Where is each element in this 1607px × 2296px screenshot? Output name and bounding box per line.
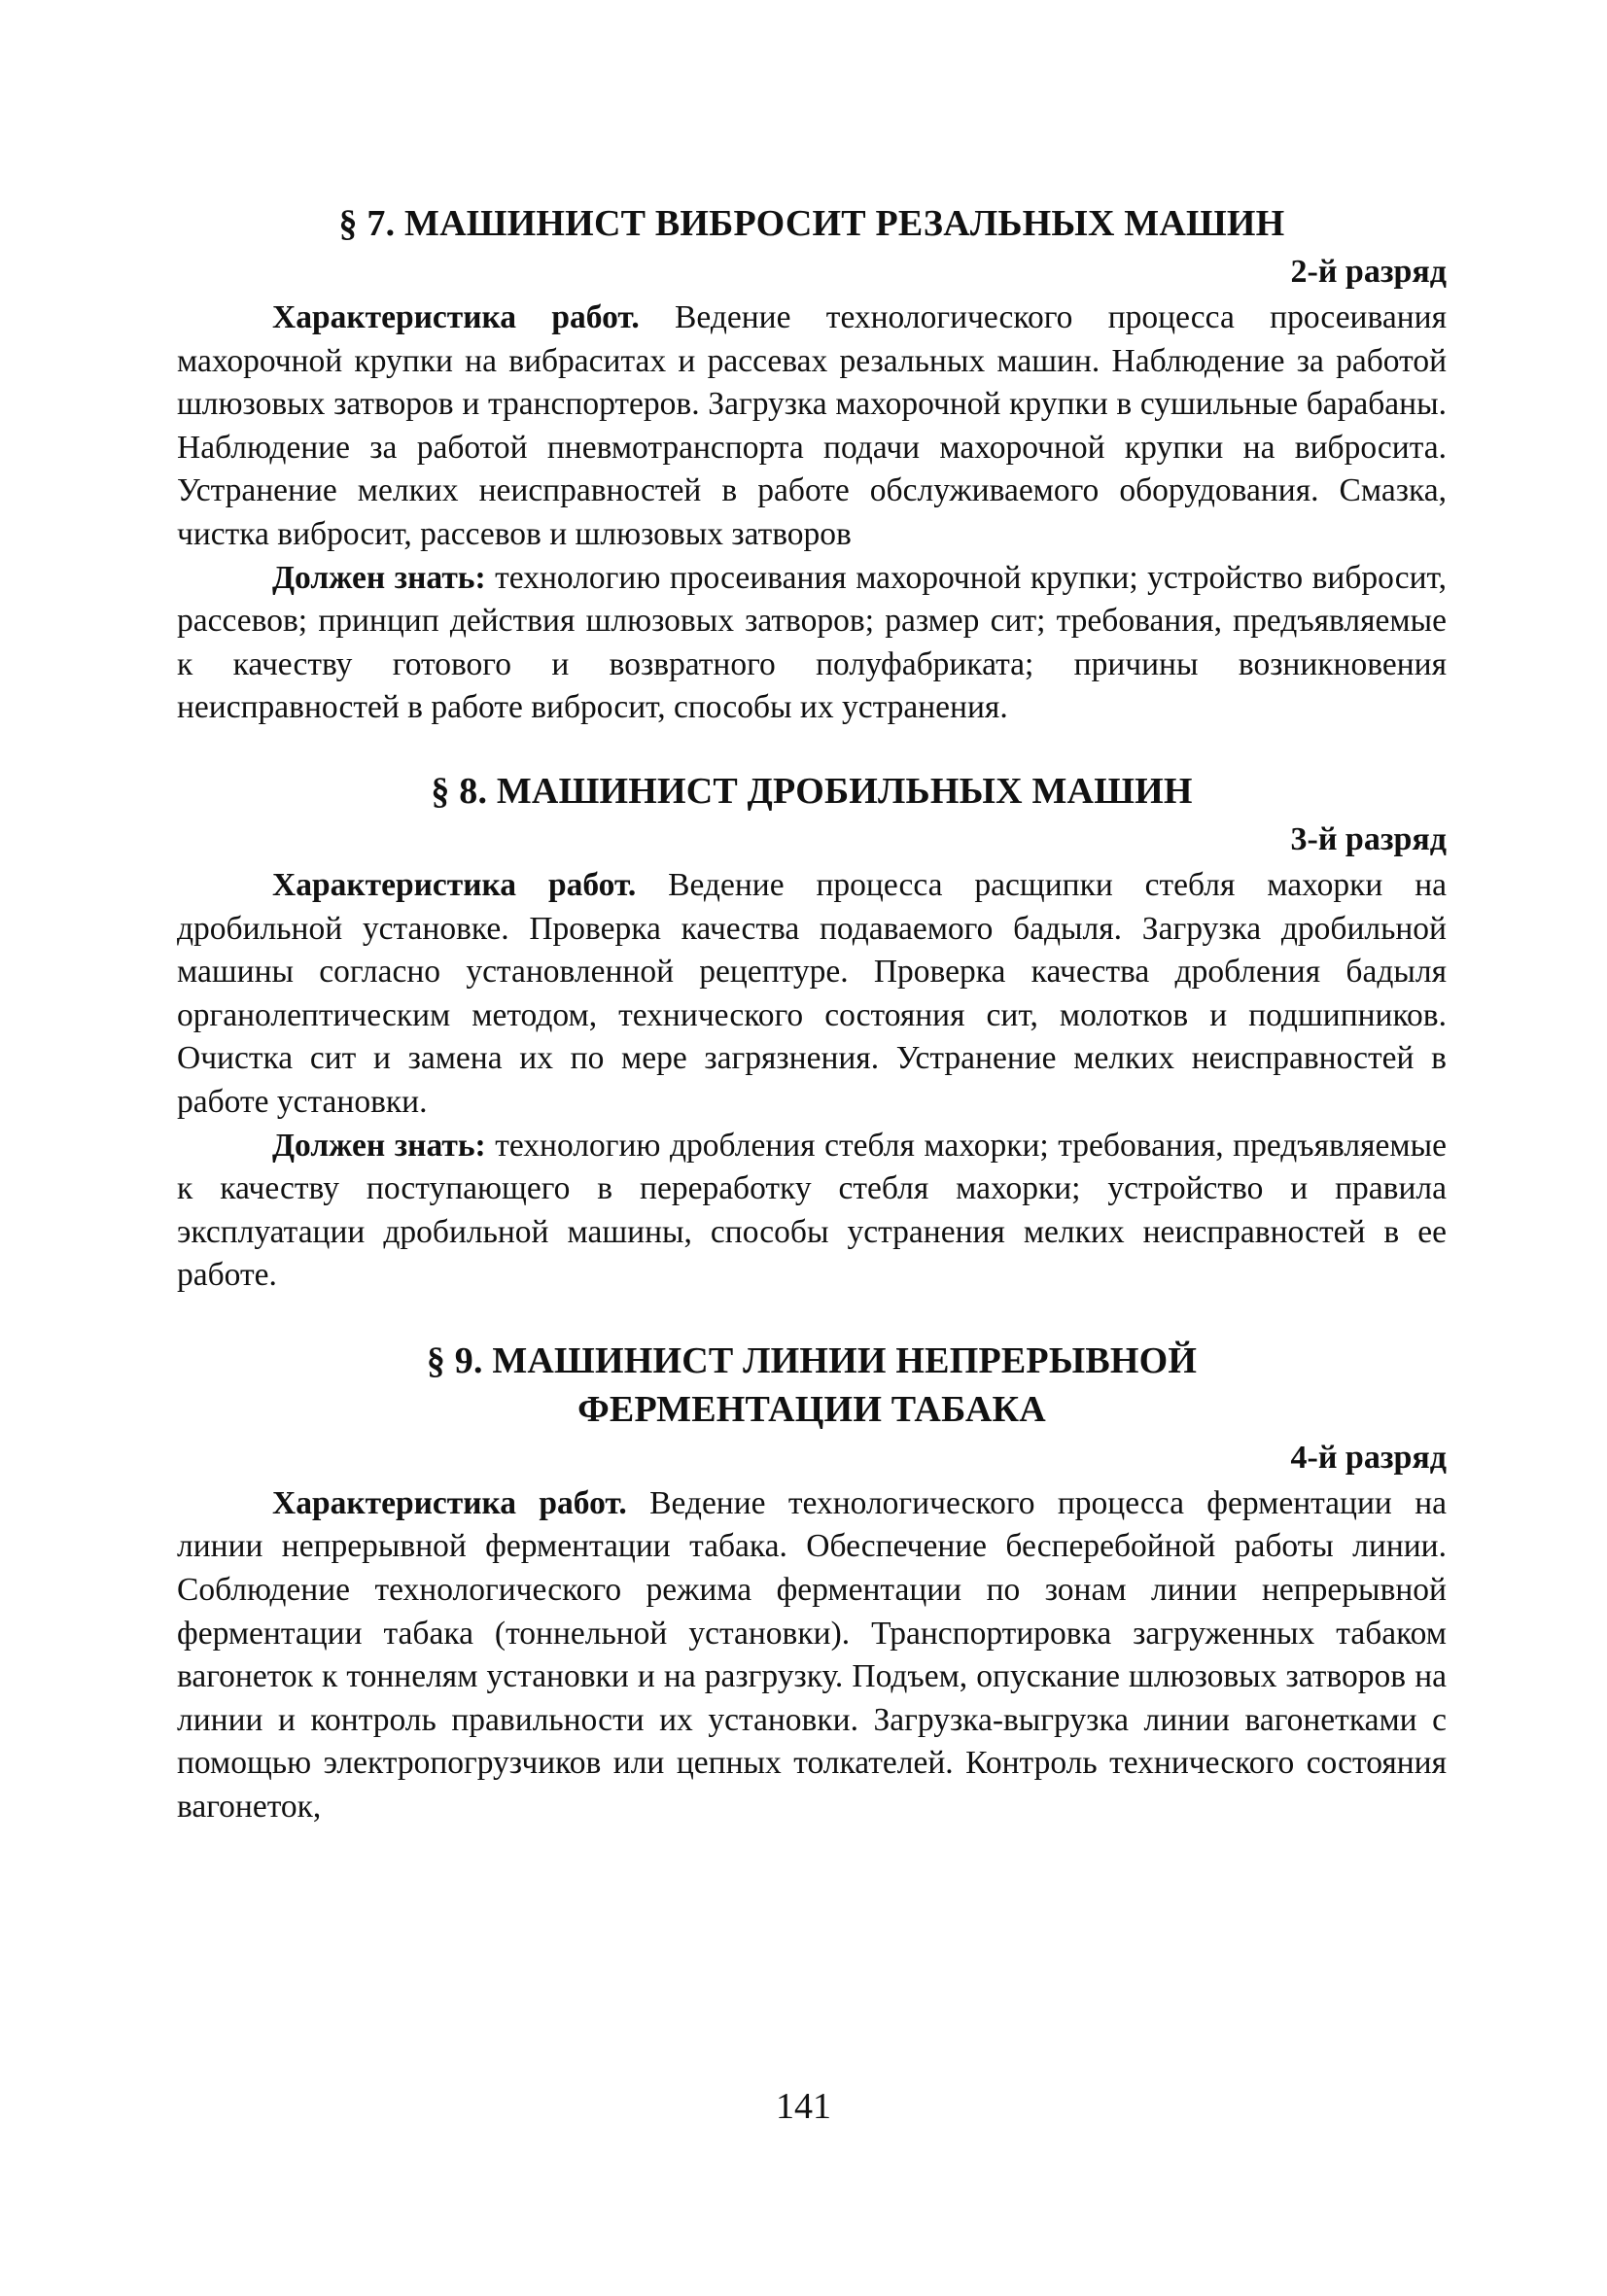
required-knowledge xyxy=(177,557,1447,730)
required-knowledge-label: Должен знать: xyxy=(272,559,486,596)
section-8 xyxy=(177,767,1447,1298)
work-characteristics-label: Характеристика работ. xyxy=(272,1484,627,1521)
grade-label: 3-й разряд xyxy=(1290,820,1447,857)
section-heading-line: § 8. МАШИНИСТ ДРОБИЛЬНЫХ МАШИН xyxy=(431,770,1193,812)
required-knowledge-text: технологию дробления стебля махорки; требования, предъявляемые к качеству поступающего в переработку стебля махорки; устройство и правила эксплуатации дробильной машины, способы устранения мелких неисправностей в ее работе. xyxy=(177,1127,1447,1294)
work-characteristics xyxy=(177,1482,1447,1829)
document-page xyxy=(177,199,1447,1829)
required-knowledge xyxy=(177,1125,1447,1298)
section-7 xyxy=(177,199,1447,730)
required-knowledge-label: Должен знать: xyxy=(272,1127,486,1164)
section-heading xyxy=(177,767,1447,816)
work-characteristics-text: Ведение процесса расщипки стебля махорки на дробильной установке. Проверка качества подаваемого бадыля. Загрузка дробильной машины согласно установленной рецептуре. Проверка качества дробления бадыля органолептическим методом, технического состояния сит, молотков и подшипников. Очистка сит и замена их по мере загрязнения. Устранение мелких неисправностей в работе установки. xyxy=(177,866,1447,1120)
grade-label: 4-й разряд xyxy=(1290,1439,1447,1476)
section-9 xyxy=(177,1337,1447,1829)
section-heading xyxy=(177,1337,1447,1434)
work-characteristics xyxy=(177,296,1447,557)
required-knowledge-text: технологию просеивания махорочной крупки; устройство вибросит, рассевов; принцип действия шлюзовых затворов; размер сит; требования, предъявляемые к качеству готового и возвратного полуфабриката; причины возникновения неисправностей в работе вибросит, способы их устранения. xyxy=(177,559,1447,726)
work-characteristics-label: Характеристика работ. xyxy=(272,299,640,335)
work-characteristics-text: Ведение технологического процесса просеивания махорочной крупки на вибраситах и рассевах резальных машин. Наблюдение за работой шлюзовых затворов и транспортеров. Загрузка махорочной крупки в сушильные барабаны. Наблюдение за работой пневмотранспорта подачи махорочной крупки на вибросита. Устранение мелких неисправностей в работе обслуживаемого оборудования. Смазка, чистка вибросит, рассевов и шлюзовых затворов xyxy=(177,299,1447,552)
work-characteristics-label: Характеристика работ. xyxy=(272,866,637,903)
section-heading-line: § 7. МАШИНИСТ ВИБРОСИТ РЕЗАЛЬНЫХ МАШИН xyxy=(338,203,1285,244)
grade-label: 2-й разряд xyxy=(1290,254,1447,290)
section-heading-line: ФЕРМЕНТАЦИИ ТАБАКА xyxy=(577,1388,1046,1430)
page-number: 141 xyxy=(776,2086,831,2127)
section-heading xyxy=(177,199,1447,248)
section-heading-line: § 9. МАШИНИСТ ЛИНИИ НЕПРЕРЫВНОЙ xyxy=(426,1339,1198,1381)
work-characteristics-text: Ведение технологического процесса ферментации на линии непрерывной ферментации табака. Обеспечение бесперебойной работы линии. Соблюдение технологического режима ферментации по зонам линии непрерывной ферментации табака (тоннельной установки). Транспортировка загруженных табаком вагонеток к тоннелям установки и на разгрузку. Подъем, опускание шлюзовых затворов на линии и контроль правильности их установки. Загрузка-выгрузка линии вагонетками с помощью электропогрузчиков или цепных толкателей. Контроль технического состояния вагонеток, xyxy=(177,1484,1447,1826)
work-characteristics xyxy=(177,864,1447,1125)
